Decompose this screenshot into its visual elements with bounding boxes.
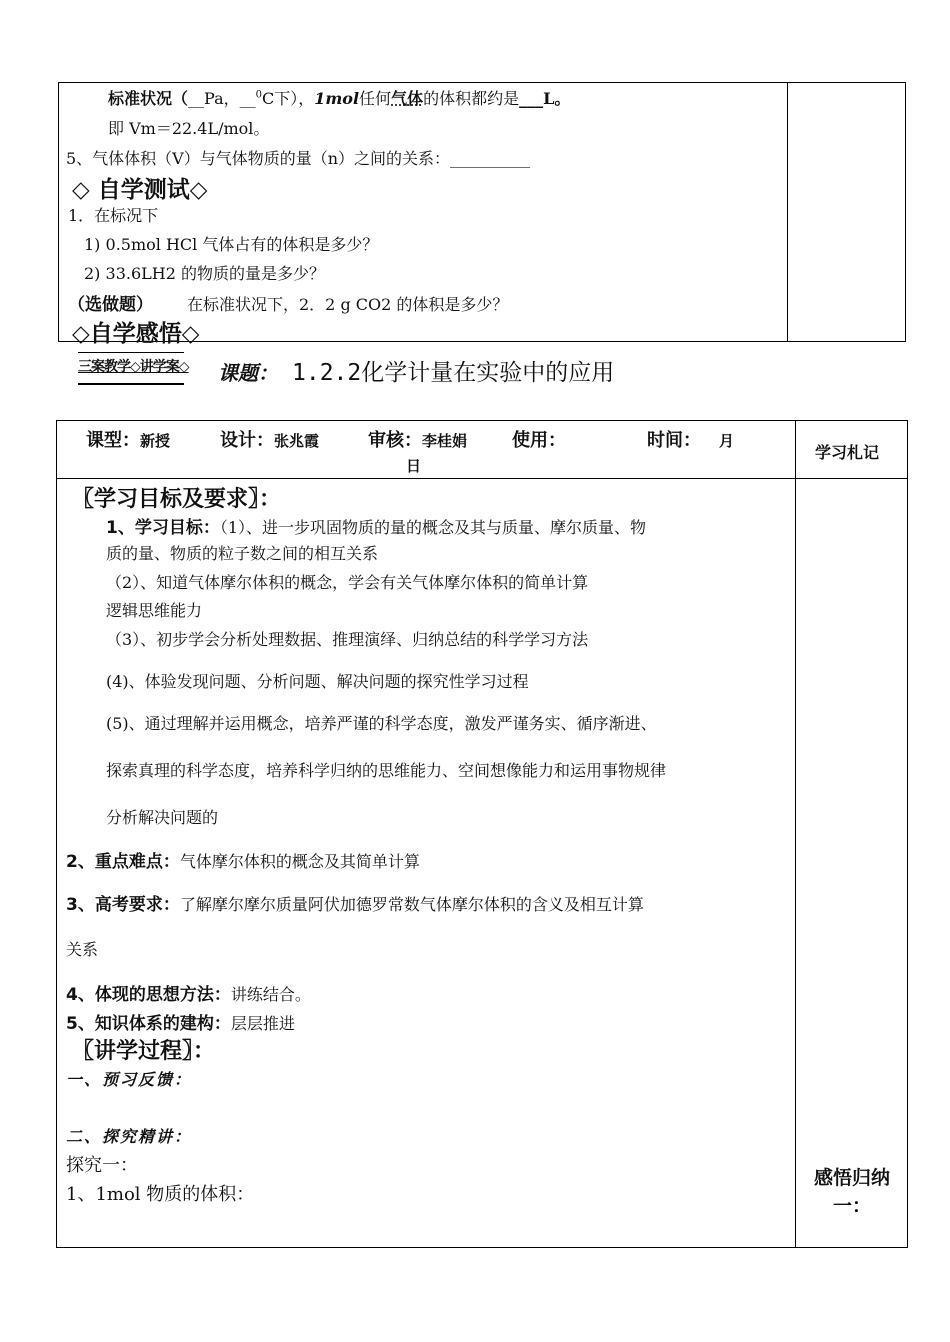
side-insight-heading: 感悟归纳一： [813, 1167, 890, 1217]
reviewer: 审核：李桂娟 [368, 430, 468, 451]
lesson-type: 课型：新授 [86, 430, 171, 451]
part1-preview-feedback: 一、预习反馈： [66, 1070, 193, 1089]
part2-exploration: 二、探究精讲： [66, 1127, 193, 1146]
goal1-3: （3）、初步学会分析处理数据、推理演绎、归纳总结的科学学习方法 [106, 630, 589, 649]
question-1a: 1) 0.5mol HCl 气体占有的体积是多少？ [84, 235, 379, 254]
vm-definition: 即 Vm＝22.4L/mol。 [108, 119, 270, 138]
volume-question: 1、1mol 物质的体积： [66, 1184, 255, 1205]
optional-question: （选做题） 在标准状况下，2．2 g CO2 的体积是多少？ [68, 295, 509, 315]
notes-header: 学习札记 [815, 443, 880, 462]
process-heading: 〖讲学过程〗： [72, 1039, 216, 1064]
goal1-4: (4)、体验发现问题、分析问题、解决问题的探究性学习过程 [106, 672, 529, 691]
topic-label: 课题： [218, 361, 278, 385]
time: 时间： 月 [647, 430, 735, 451]
goal1-line1: 1、学习目标：（1）、进一步巩固物质的量的概念及其与质量、摩尔质量、物 [106, 518, 647, 538]
goal1-5c: 分析解决问题的 [106, 808, 219, 827]
exam-requirements: 3、高考要求：了解摩尔摩尔质量阿伏加德罗常数气体摩尔体积的含义及相互计算 [66, 895, 644, 915]
goal1-line2: 质的量、物质的粒子数之间的相互关系 [106, 544, 379, 563]
exploration-1: 探究一： [66, 1155, 138, 1176]
question-1b: 2) 33.6LH2 的物质的量是多少？ [84, 264, 325, 283]
designer: 设计：张兆霞 [220, 430, 320, 451]
thinking-method: 4、体现的思想方法：讲练结合。 [66, 985, 311, 1005]
exam-requirements-cont: 关系 [66, 940, 99, 959]
question-1: 1．在标况下 [68, 206, 159, 225]
goal1-5a: (5)、通过理解并运用概念，培养严谨的科学态度，激发严谨务实、循序渐进、 [106, 714, 657, 733]
knowledge-system: 5、知识体系的建构：层层推进 [66, 1014, 295, 1034]
usage: 使用： [512, 430, 566, 451]
goal1-5b: 探索真理的科学态度，培养科学归纳的思维能力、空间想像能力和运用事物规律 [106, 761, 667, 780]
self-insight-heading: ◇自学感悟◇ [72, 321, 200, 347]
key-points: 2、重点难点：气体摩尔体积的概念及其简单计算 [66, 852, 420, 872]
goal1-2b: 逻辑思维能力 [106, 601, 203, 620]
goal1-2: （2）、知道气体摩尔体积的概念，学会有关气体摩尔体积的简单计算 [106, 573, 589, 592]
topic-title: 1.2.2化学计量在实验中的应用 [292, 360, 615, 386]
standard-conditions-line: 标准状况（__Pa，__$^0$C下），1mol任何气体的体积都约是___L。 [108, 89, 571, 108]
goals-heading: 〖学习目标及要求〗： [72, 487, 282, 512]
relation-question: 5、气体体积（V）与气体物质的量（n）之间的关系：__________ [66, 149, 531, 168]
logo: 三案教学◇讲学案◇ [78, 352, 184, 388]
self-test-heading: ◇ 自学测试◇ [72, 177, 208, 203]
day: 日 [406, 457, 422, 475]
